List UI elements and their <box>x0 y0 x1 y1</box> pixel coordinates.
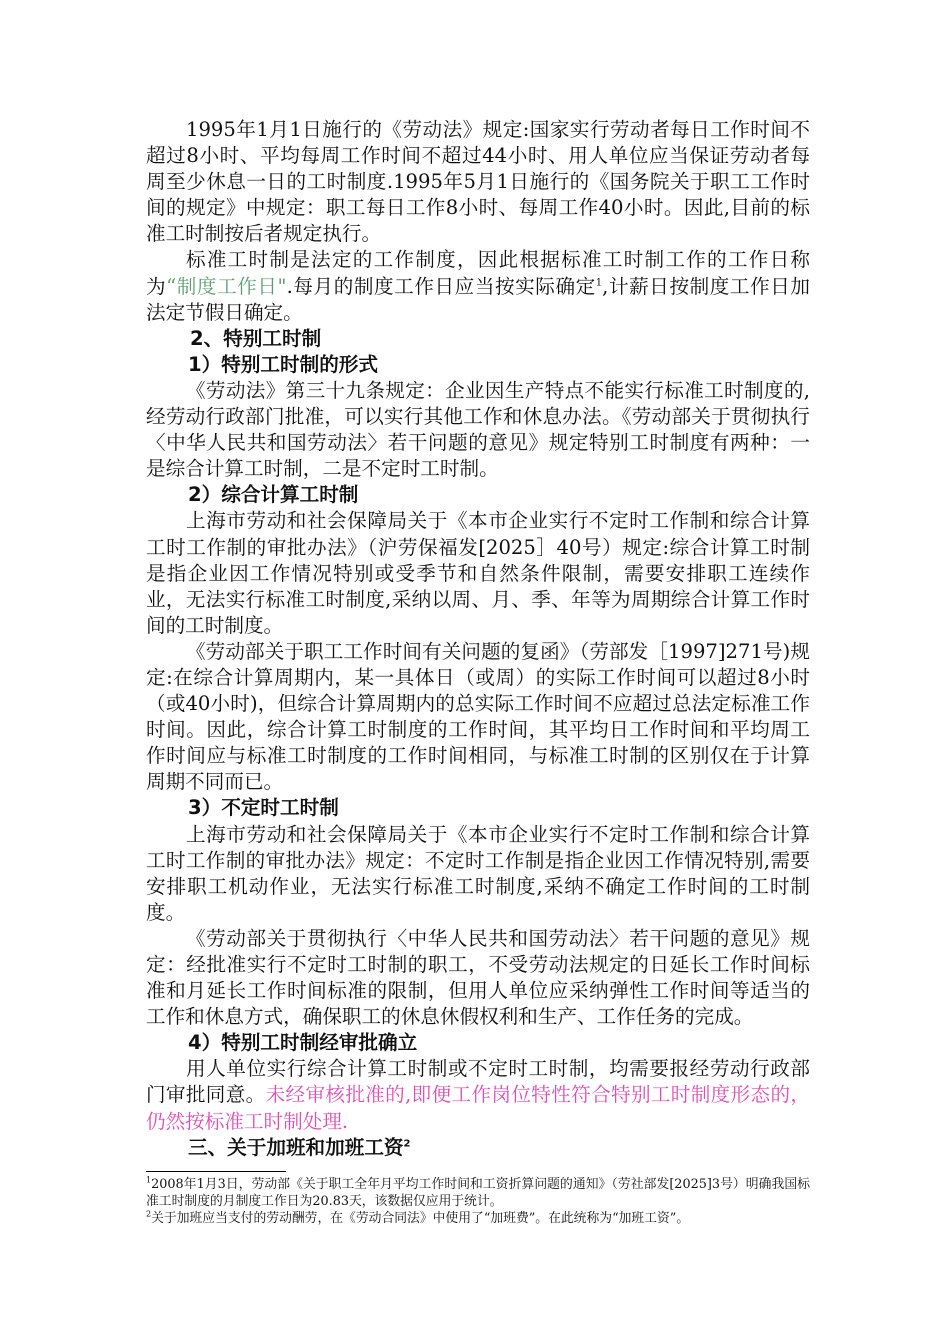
paragraph-text: .每月的制度工作日应当按实际确定 <box>286 274 596 298</box>
footnote-marker: 1 <box>146 1175 152 1185</box>
paragraph-approval <box>146 1056 810 1134</box>
paragraph-special-hours-forms: 《劳动法》第三十九条规定：企业因生产特点不能实行标准工时制度的,经劳动行政部门批准，可以实行其他工作和休息办法。《劳动部关于贯彻执行〈中华人民共和国劳动法〉若干问题的意见》规定特别工时制度有两种：一是综合计算工时制，二是不定时工时制。 <box>146 378 810 481</box>
highlighted-term: “制度工作日" <box>166 274 287 298</box>
footnote-marker: 2 <box>146 1209 152 1219</box>
paragraph-comprehensive-definition: 上海市劳动和社会保障局关于《本市企业实行不定时工作制和综合计算工时工作制的审批办法》（沪劳保福发[2025］40号）规定:综合计算工时制是指企业因工作情况特别或受季节和自然条件限制，需要安排职工连续作业，无法实行标准工时制度,采纳以周、月、季、年等为周期综合计算工作时间的工时制度。 <box>146 509 810 637</box>
paragraph-flexible-opinion: 《劳动部关于贯彻执行〈中华人民共和国劳动法〉若干问题的意见》规定：经批准实行不定时工时制的职工，不受劳动法规定的日延长工作时间标准和月延长工作时间标准的限制，但用人单位应采纳弹性工作时间等适当的工作和休息方式，确保职工的休息休假权利和生产、工作任务的完成。 <box>146 926 810 1029</box>
footnote-1 <box>146 1176 810 1210</box>
heading-comprehensive-hours: 2）综合计算工时制 <box>188 483 359 507</box>
highlighted-text: 未经审核批准的,即便工作岗位特性符合特别工时制度形态的，仍然按标准工时制处理. <box>146 1083 810 1133</box>
footnote-2 <box>146 1210 810 1227</box>
paragraph-comprehensive-reply: 《劳动部关于职工工作时间有关问题的复函》（劳部发［1997]271号)规定:在综合计算周期内，某一具体日（或周）的实际工作时间可以超过8小时（或40小时)，但综合计算周期内的总实际工作时间不应超过总法定标准工作时间。因此，综合计算工时制度的工作时间，其平均日工作时间和平均周工作时间应与标准工时制度的工作时间相同，与标准工时制的区别仅在于计算周期不同而已。 <box>146 639 810 794</box>
paragraph-standard-workday <box>146 247 810 325</box>
heading-text: 三、关于加班和加班工资 <box>188 1135 404 1159</box>
heading-overtime <box>146 1135 810 1161</box>
footnote-text: 关于加班应当支付的劳动酬劳，在《劳动合同法》中使用了“加班费”。在此统称为“加班工资”。 <box>151 1210 690 1226</box>
footnote-ref-1[interactable]: 1 <box>595 277 603 289</box>
paragraph-text: ,计薪日按制度工作日加法定节假日确定。 <box>146 274 811 324</box>
heading-special-hours-forms: 1）特别工时制的形式 <box>188 352 378 376</box>
paragraph-text: 用人单位实行综合计算工时制或不定时工时制，均需要报经劳动行政部门审批同意。 <box>146 1057 810 1107</box>
footnote-separator <box>146 1171 286 1172</box>
paragraph-flexible-definition: 上海市劳动和社会保障局关于《本市企业实行不定时工作制和综合计算工时工作制的审批办法》规定：不定时工作制是指企业因工作情况特别,需要安排职工机动作业，无法实行标准工时制度,采纳不确定工作时间的工时制度。 <box>146 822 810 924</box>
paragraph-text: 标准工时制是法定的工作制度，因此根据标准工时制工作的工作日称为 <box>146 248 810 298</box>
heading-approval: 4）特别工时制经审批确立 <box>188 1031 418 1055</box>
paragraph-standard-hours-law: 1995年1月1日施行的《劳动法》规定:国家实行劳动者每日工作时间不超过8小时、平均每周工作时间不超过44小时、用人单位应当保证劳动者每周至少休息一日的工时制度.1995年5月1日施行的《国务院关于职工工作时间的规定》中规定：职工每日工作8小时、每周工作40小时。因此,目前的标准工时制按后者规定执行。 <box>146 118 810 246</box>
heading-special-hours: 2、特别工时制 <box>190 326 322 350</box>
document-page <box>146 117 810 1227</box>
heading-flexible-hours: 3）不定时工时制 <box>188 796 339 820</box>
footnote-ref-2[interactable]: 2 <box>403 1138 411 1150</box>
footnote-text: 2008年1月3日，劳动部《关于职工全年月平均工作时间和工资折算问题的通知》（劳社部发[2025]3号）明确我国标准工时制度的月制度工作日为20.83天，该数据仅应用于统计。 <box>146 1176 810 1209</box>
